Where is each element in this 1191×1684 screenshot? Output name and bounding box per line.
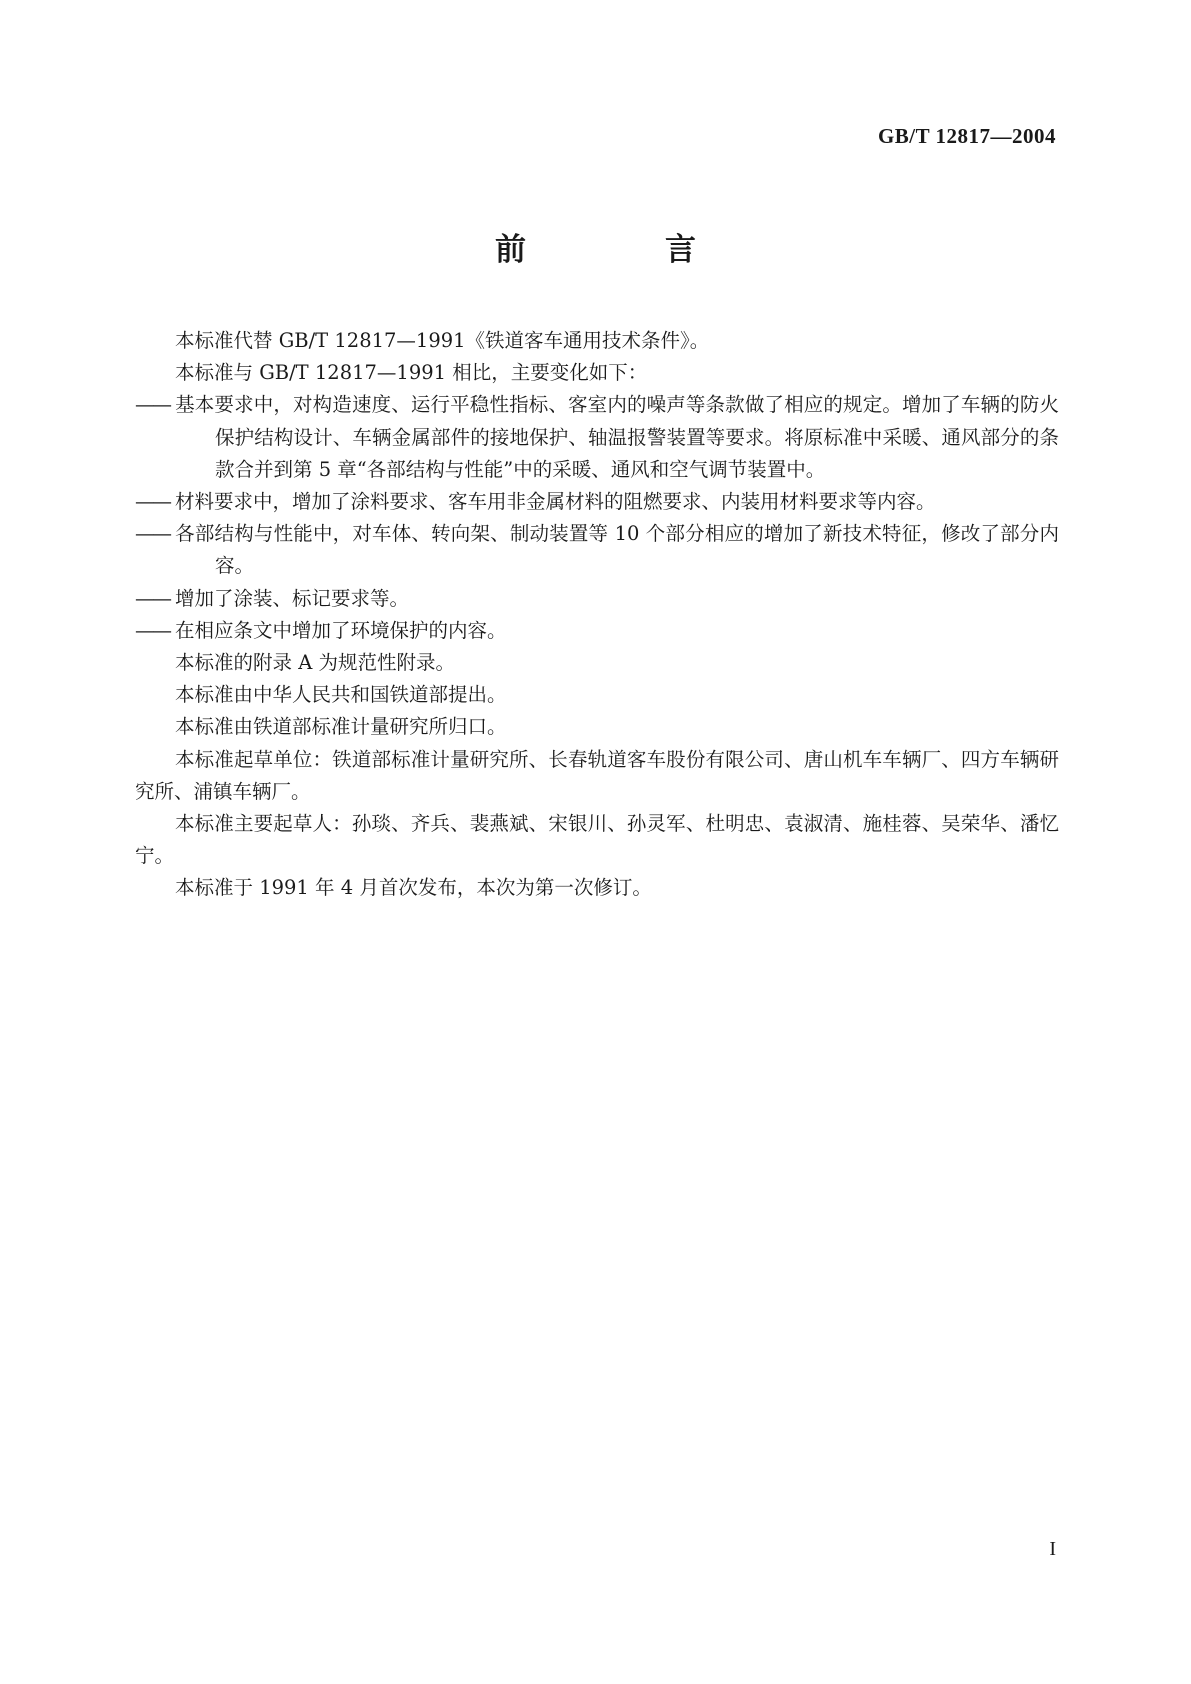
change-item [135, 518, 1059, 582]
page-number: I [1049, 1538, 1056, 1560]
foreword-body [135, 325, 1059, 905]
change-item [135, 583, 1059, 615]
paragraph-history: 本标准于 1991 年 4 月首次发布，本次为第一次修订。 [175, 876, 652, 900]
standard-code: GB/T 12817—2004 [877, 124, 1056, 148]
change-item-text: 在相应条文中增加了环境保护的内容。 [175, 618, 507, 642]
dash-mark: —— [135, 586, 170, 610]
change-item-text: 增加了涂装、标记要求等。 [175, 586, 410, 610]
change-item-text: 材料要求中，增加了涂料要求、客车用非金属材料的阻燃要求、内装用材料要求等内容。 [175, 490, 936, 514]
paragraph-proposer: 本标准由中华人民共和国铁道部提出。 [175, 683, 507, 707]
paragraph-replaces: 本标准代替 GB/T 12817—1991《铁道客车通用技术条件》。 [175, 329, 710, 352]
paragraph-drafters: 本标准主要起草人：孙琰、齐兵、裴燕斌、宋银川、孙灵军、杜明忠、袁淑清、施桂蓉、吴荣华、潘忆宁。 [135, 812, 1059, 868]
paragraph-administrator: 本标准由铁道部标准计量研究所归口。 [175, 715, 507, 739]
change-item-text: 各部结构与性能中，对车体、转向架、制动装置等 10 个部分相应的增加了新技术特征，修改了部分内容。 [175, 522, 1059, 578]
dash-mark: —— [135, 393, 170, 417]
paragraph-drafting-units: 本标准起草单位：铁道部标准计量研究所、长春轨道客车股份有限公司、唐山机车车辆厂、四方车辆研究所、浦镇车辆厂。 [135, 747, 1059, 803]
change-item [135, 486, 1059, 518]
change-item [135, 389, 1059, 486]
change-item [135, 615, 1059, 647]
change-item-text: 基本要求中，对构造速度、运行平稳性指标、客室内的噪声等条款做了相应的规定。增加了车辆的防火保护结构设计、车辆金属部件的接地保护、轴温报警装置等要求。将原标准中采暖、通风部分的条款合并到第 5 章“各部结构与性能”中的采暖、通风和空气调节装置中。 [175, 393, 1059, 481]
paragraph-changes-intro: 本标准与 GB/T 12817—1991 相比，主要变化如下： [175, 361, 648, 385]
dash-mark: —— [135, 522, 170, 546]
dash-mark: —— [135, 618, 170, 642]
paragraph-appendix: 本标准的附录 A 为规范性附录。 [175, 651, 455, 675]
dash-mark: —— [135, 490, 170, 514]
page-title: 前 言 [495, 232, 750, 268]
